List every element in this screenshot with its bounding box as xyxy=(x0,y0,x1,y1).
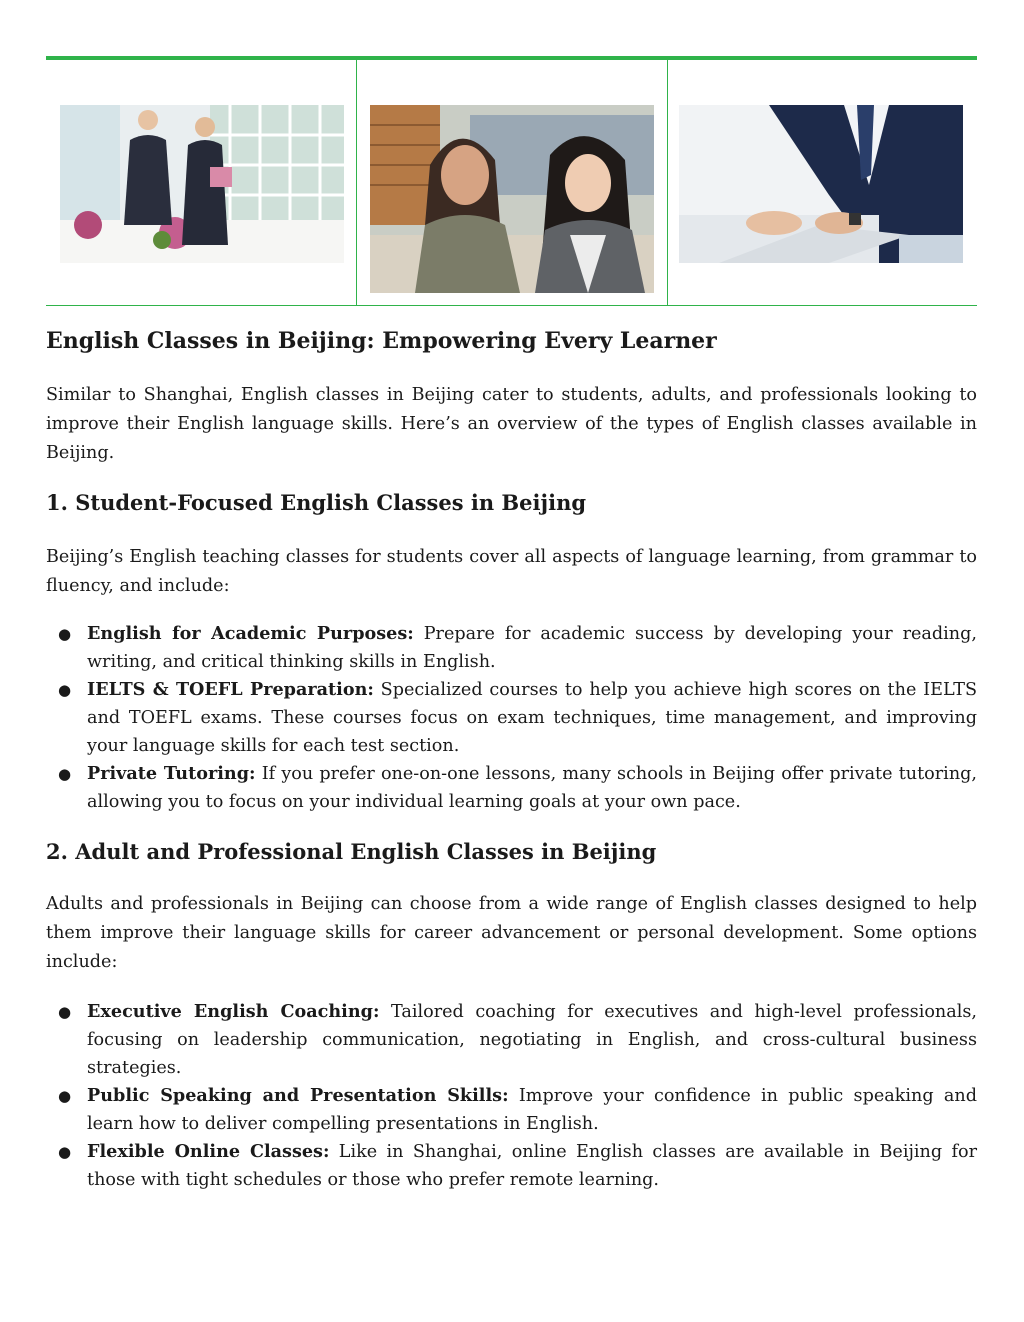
list-item-text: Improve your confidence in public speaking and learn how to deliver compelling presentations in English. xyxy=(87,1086,977,1134)
list-item-term: English for Academic Purposes: xyxy=(87,623,414,644)
list-item-text: Specialized courses to help you achieve high scores on the IELTS and TOEFL exams. These courses focus on exam techniques, time management, and improving your language skills for each test section. xyxy=(87,680,978,756)
list-item xyxy=(46,676,977,760)
photo-banner xyxy=(46,56,977,306)
list-item-text: Prepare for academic success by developing your reading, writing, and critical thinking skills in English. xyxy=(87,624,977,672)
list-item xyxy=(46,1138,977,1194)
business-professional-photo xyxy=(679,105,963,263)
list-item xyxy=(46,760,977,816)
list-item xyxy=(46,620,977,676)
list-item-text: Tailored coaching for executives and high-level professionals, focusing on leadership communication, negotiating in English, and cross-cultural business strategies. xyxy=(87,1002,977,1078)
student-class-list xyxy=(46,620,977,816)
list-item-term: Public Speaking and Presentation Skills: xyxy=(87,1085,509,1106)
photo-cell-2 xyxy=(356,60,668,305)
list-item-term: Executive English Coaching: xyxy=(87,1001,380,1022)
intro-paragraph: Similar to Shanghai, English classes in Beijing cater to students, adults, and professionals looking to improve their English language skills. Here’s an overview of the types of English classes available in Beijing. xyxy=(46,385,977,463)
list-item xyxy=(46,1082,977,1138)
list-item-term: Private Tutoring: xyxy=(87,763,256,784)
page-title: English Classes in Beijing: Empowering Every Learner xyxy=(46,328,717,354)
adult-class-list xyxy=(46,998,977,1194)
photo-cell-1 xyxy=(46,60,356,305)
adult-section-intro: Adults and professionals in Beijing can choose from a wide range of English classes designed to help them improve their language skills for career advancement or personal development. Some options include: xyxy=(46,894,977,972)
list-item xyxy=(46,998,977,1082)
list-item-term: Flexible Online Classes: xyxy=(87,1141,330,1162)
list-item-text: If you prefer one-on-one lessons, many schools in Beijing offer private tutoring, allowing you to focus on your individual learning goals at your own pace. xyxy=(87,764,977,812)
list-item-term: IELTS & TOEFL Preparation: xyxy=(87,679,374,700)
list-item-text: Like in Shanghai, online English classes are available in Beijing for those with tight schedules or those who prefer remote learning. xyxy=(87,1142,977,1190)
photo-cell-3 xyxy=(666,60,977,305)
tutor-and-student-photo xyxy=(370,105,654,293)
hotel-staff-photo xyxy=(60,105,344,263)
student-section-heading: 1. Student-Focused English Classes in Beijing xyxy=(46,490,587,515)
adult-section-heading: 2. Adult and Professional English Classes in Beijing xyxy=(46,839,657,864)
student-section-intro: Beijing’s English teaching classes for students cover all aspects of language learning, from grammar to fluency, and include: xyxy=(46,547,977,596)
